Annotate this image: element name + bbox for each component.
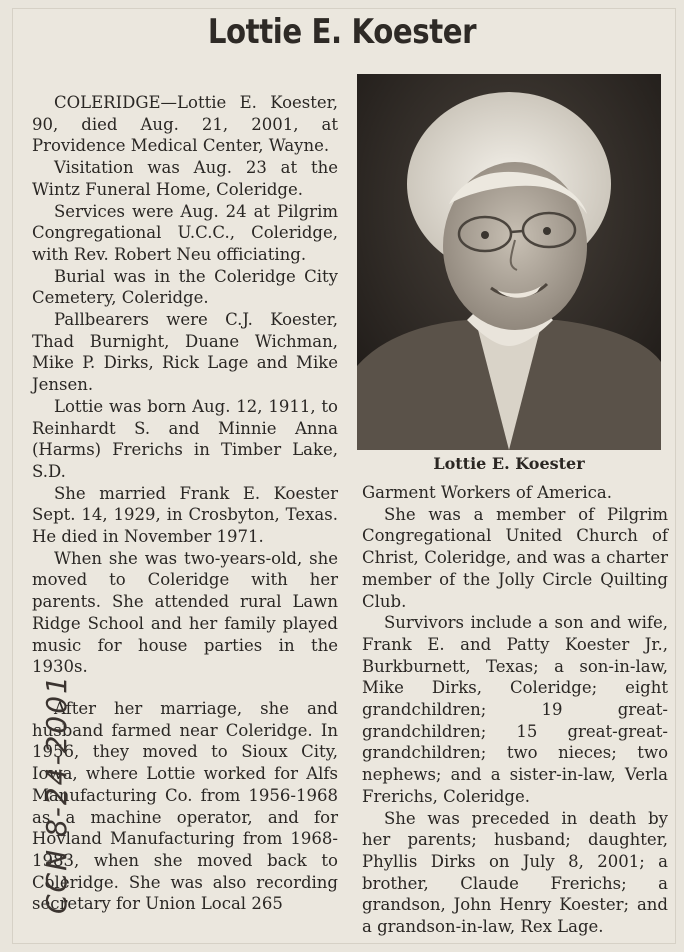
handwritten-date-note: CCN 8-24-2001 [40,674,73,914]
paragraph-marriage: She married Frank E. Koester Sept. 14, 1929, in Crosbyton, Texas. He died in November 1971. [32,483,338,547]
paragraph-visitation: Visitation was Aug. 23 at the Wintz Funeral Home, Coleridge. [32,158,338,199]
paragraph-services: Services were Aug. 24 at Pilgrim Congregational U.C.C., Coleridge, with Rev. Robert Neu officiating. [32,201,338,264]
paragraph-career: After her marriage, she and husband farmed near Coleridge. In 1956, they moved to Sioux City, Iowa, where Lottie worked for Alfs Manufacturing Co. from 1956-1968 as a machine operator, and for Hovland Manufacturing from 1968-1983, when she moved back to Coleridge. She was also recording secretary for Union Local 265 [32,698,338,914]
portrait-photo [357,74,661,450]
paragraph-childhood: When she was two-years-old, she moved to Coleridge with her parents. She attended rural Lawn Ridge School and her family played music for house parties in the 1930s. [32,548,338,677]
right-column [362,482,668,938]
paragraph-death: COLERIDGE—Lottie E. Koester, 90, died Aug. 21, 2001, at Providence Medical Center, Wayne. [32,93,338,156]
photo-caption: Lottie E. Koester [433,454,585,473]
paragraph-pallbearers: Pallbearers were C.J. Koester, Thad Burnight, Duane Wichman, Mike P. Dirks, Rick Lage and Mike Jensen. [32,310,338,395]
paragraph-union-continued: Garment Workers of America. [362,483,612,502]
paragraph-preceded: She was preceded in death by her parents; husband; daughter, Phyllis Dirks on July 8, 2001; a brother, Claude Frerichs; a grandson, John Henry Koester; and a grandson-in-law, Rex Lage. [362,808,668,937]
paragraph-church: She was a member of Pilgrim Congregational United Church of Christ, Coleridge, and was a charter member of the Jolly Circle Quilting Club. [362,504,668,611]
paragraph-birth: Lottie was born Aug. 12, 1911, to Reinhardt S. and Minnie Anna (Harms) Frerichs in Timber Lake, S.D. [32,396,338,481]
paragraph-burial: Burial was in the Coleridge City Cemetery, Coleridge. [32,266,338,308]
obituary-headline: Lottie E. Koester [207,12,477,52]
paragraph-survivors: Survivors include a son and wife, Frank E. and Patty Koester Jr., Burkburnett, Texas; a son-in-law, Mike Dirks, Coleridge; eight grandchildren; 19 great-grandchildren; 15 great-great-grandchildren; two nieces; two nephews; and a sister-in-law, Verla Frerichs, Coleridge. [362,613,668,806]
